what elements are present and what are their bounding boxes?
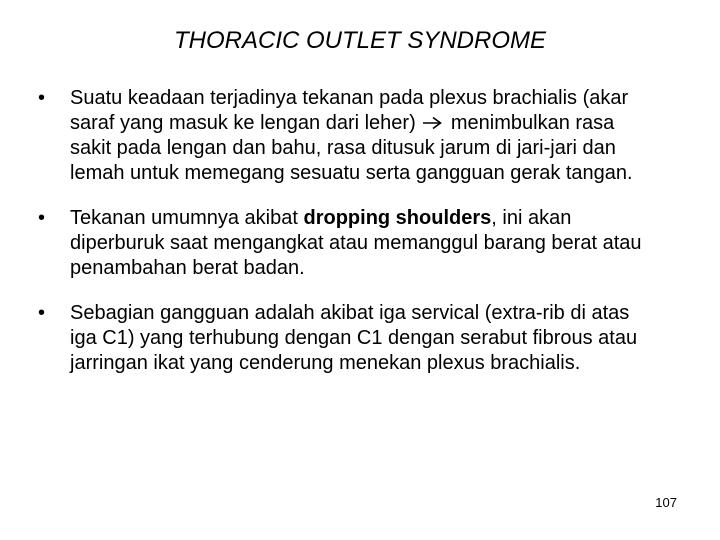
bullet-item-2 (38, 206, 658, 281)
bullet-1-text-start: Suatu keadaan terjadinya tekanan pada plexus brachialis (akar saraf yang masuk ke lengan dari leher) (70, 87, 629, 134)
bullet-2-text-end: , ini akan diperburuk saat mengangkat atau memanggul barang berat atau penambahan berat badan. (70, 207, 642, 279)
bullet-marker: • (38, 207, 46, 229)
bullet-2-bold-term: dropping shoulders (303, 207, 492, 229)
bullet-item-3 (38, 301, 658, 376)
slide-title: THORACIC OUTLET SYNDROME (173, 27, 547, 54)
bullet-1-text-end: menimbulkan rasa sakit pada lengan dan bahu, rasa ditusuk jarum di jari-jari dan lemah untuk memegang sesuatu serta gangguan gerak tangan. (70, 112, 633, 184)
bullet-marker: • (38, 302, 46, 324)
bullet-3-text: Sebagian gangguan adalah akibat iga servical (extra-rib di atas iga C1) yang terhubung dengan C1 dengan serabut fibrous atau jarringan ikat yang cenderung menekan plexus brachialis. (70, 302, 638, 374)
bullet-item-1 (38, 86, 658, 186)
page-number: 107 (655, 495, 677, 510)
right-arrow-icon (421, 116, 443, 130)
bullet-2-text-start: Tekanan umumnya akibat (70, 207, 298, 229)
bullet-marker: • (38, 87, 46, 109)
bullet-list (38, 86, 658, 376)
